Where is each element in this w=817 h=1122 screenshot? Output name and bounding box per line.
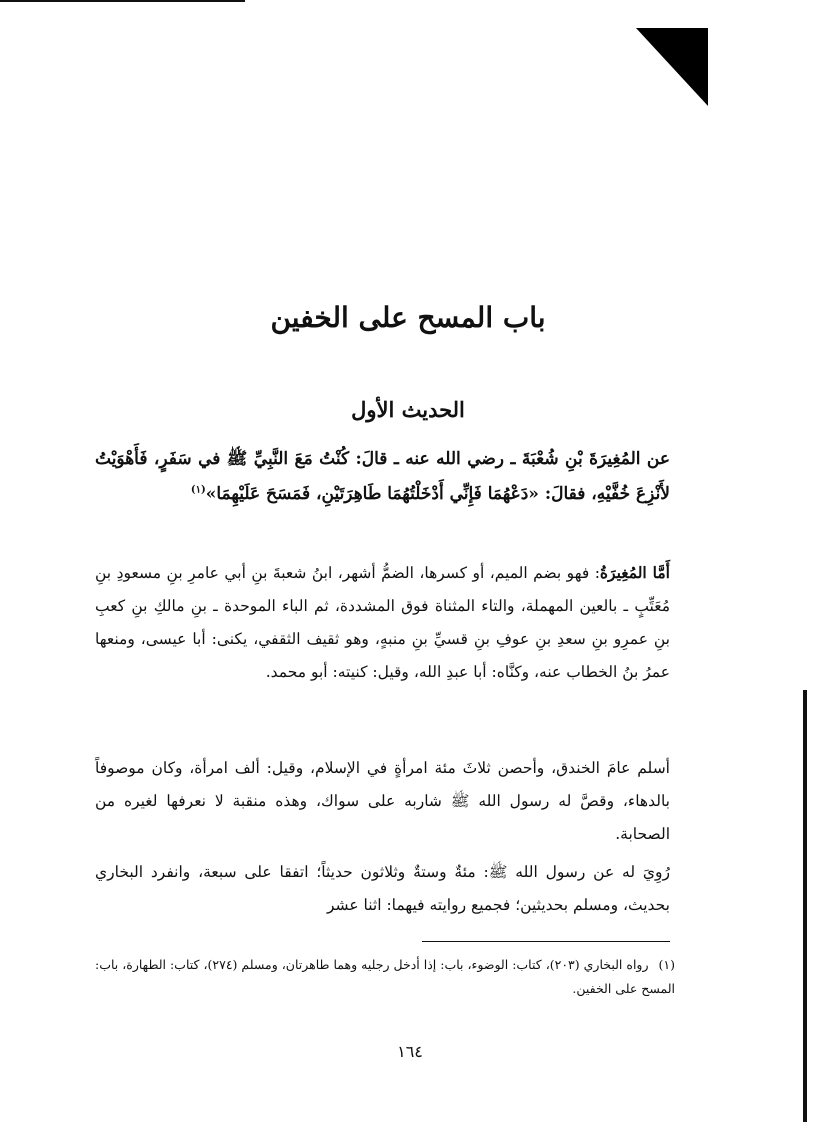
paragraph-lead: أَمَّا المُغِيرَةُ bbox=[599, 563, 670, 582]
paragraph-islam: أسلم عامَ الخندق، وأحصن ثلاثَ مئة امرأةٍ في الإسلام، وقيل: ألف امرأة، وكان موصوفاً بالدهاء، وقصَّ له رسول الله ﷺ شاربه على سواك، وهذه منقبة لا نعرفها لغيره من الصحابة. bbox=[95, 759, 670, 843]
top-rule bbox=[0, 0, 245, 2]
page-number: ١٦٤ bbox=[397, 1042, 423, 1061]
page-edge-bar bbox=[803, 690, 807, 1122]
chapter-title: باب المسح على الخفين bbox=[270, 301, 546, 334]
hadith-body: عن المُغِيرَةَ بْنِ شُعْبَةَ ـ رضي الله عنه ـ قالَ: كُنْتُ مَعَ النَّبِيِّ ﷺ في سَفَرٍ، فَأَهْوَيْتُ لأَنْزِعَ خُفَّيْهِ، فقالَ: «دَعْهُمَا فَإِنِّي أَدْخَلْتُهُمَا طَاهِرَتَيْنِ، فَمَسَحَ عَلَيْهِمَا» bbox=[95, 449, 670, 504]
paragraph-narrations: رُوِيَ له عن رسول الله ﷺ: مئةٌ وستةٌ وثلاثون حديثاً؛ اتفقا على سبعة، وانفرد البخاري بحديث، ومسلم بحديثين؛ فجميع روايته فيهما: اثنا عشر bbox=[95, 863, 670, 914]
footnote-ref: (١) bbox=[190, 484, 206, 496]
hadith-text bbox=[95, 442, 670, 512]
hadith-title: الحديث الأول bbox=[351, 397, 465, 422]
footnote-item bbox=[95, 953, 675, 1001]
footnote-number: (١) bbox=[658, 957, 675, 972]
footnote-text: رواه البخاري (٢٠٣)، كتاب: الوضوء، باب: إذا أدخل رجليه وهما طاهرتان، ومسلم (٢٧٤)، كتاب: الطهارة، باب: المسح على الخفين. bbox=[95, 957, 675, 996]
footnote-divider bbox=[422, 941, 670, 942]
footnotes bbox=[95, 953, 675, 1001]
paragraph-narrator bbox=[95, 556, 670, 689]
corner-triangle-mark bbox=[636, 28, 708, 106]
paragraph-text: : فهو بضم الميم، أو كسرها، الضمُّ أشهر، ابنُ شعبةَ بنِ أبي عامرِ بنِ مسعودِ بنِ مُعَتِّبٍ ـ بالعين المهملة، والتاء المثناة فوق المشددة، ثم الباء الموحدة ـ بنِ مالكِ بنِ كعبِ بنِ عمرِو بنِ سعدِ بنِ عوفِ بنِ قسيِّ بنِ منبهٍ، وهو ثقيف الثقفي، يكنى: أبا عيسى، ومنعها عمرُ بنُ الخطاب عنه، وكنَّاه: أبا عبدِ الله، وقيل: كنيته: أبو محمد. bbox=[95, 564, 670, 681]
